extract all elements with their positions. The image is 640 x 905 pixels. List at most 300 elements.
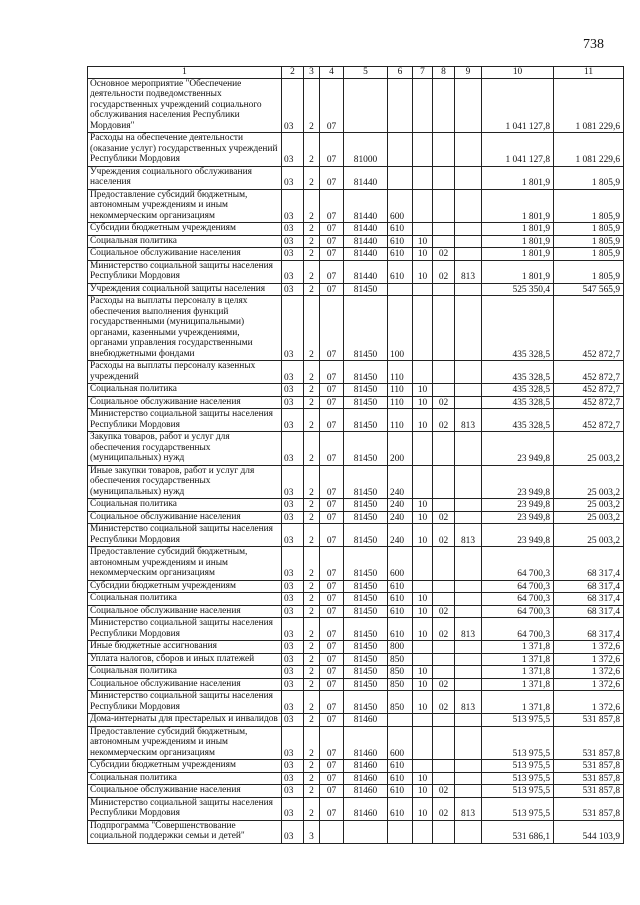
- code-cell: [388, 78, 413, 133]
- code-cell: 81450: [344, 653, 388, 666]
- row-name-cell: Социальная политика: [88, 772, 282, 785]
- table-row: [88, 499, 624, 512]
- code-cell: [413, 296, 433, 361]
- code-cell: 10: [413, 605, 433, 618]
- amount-cell: 452 872,7: [554, 396, 624, 409]
- code-cell: [433, 726, 455, 760]
- amount-cell: 452 872,7: [554, 384, 624, 397]
- code-cell: 03: [282, 691, 304, 714]
- code-cell: 2: [304, 223, 320, 236]
- code-cell: 110: [388, 384, 413, 397]
- code-cell: [413, 361, 433, 384]
- amount-cell: 23 949,8: [482, 499, 554, 512]
- code-cell: [455, 384, 482, 397]
- code-cell: 07: [320, 678, 344, 691]
- code-cell: [455, 511, 482, 524]
- table-row: [88, 283, 624, 296]
- table-row: [88, 714, 624, 727]
- code-cell: 2: [304, 772, 320, 785]
- code-cell: 3: [304, 820, 320, 843]
- code-cell: [433, 465, 455, 499]
- code-cell: 10: [413, 384, 433, 397]
- table-row: [88, 384, 624, 397]
- code-cell: [455, 580, 482, 593]
- code-cell: 81450: [344, 618, 388, 641]
- code-cell: 03: [282, 189, 304, 223]
- code-cell: 03: [282, 547, 304, 581]
- code-cell: 07: [320, 133, 344, 167]
- amount-cell: 1 801,9: [482, 166, 554, 189]
- amount-cell: 1 801,9: [482, 248, 554, 261]
- code-cell: [433, 296, 455, 361]
- code-cell: 07: [320, 714, 344, 727]
- code-cell: 850: [388, 666, 413, 679]
- table-row: [88, 189, 624, 223]
- amount-cell: 547 565,9: [554, 283, 624, 296]
- code-cell: 10: [413, 235, 433, 248]
- code-cell: 81450: [344, 524, 388, 547]
- code-cell: 07: [320, 524, 344, 547]
- code-cell: [413, 166, 433, 189]
- amount-cell: 25 003,2: [554, 524, 624, 547]
- amount-cell: 544 103,9: [554, 820, 624, 843]
- code-cell: 07: [320, 691, 344, 714]
- code-cell: [455, 653, 482, 666]
- code-cell: [433, 166, 455, 189]
- code-cell: 610: [388, 580, 413, 593]
- amount-cell: 1 371,8: [482, 653, 554, 666]
- code-cell: 07: [320, 772, 344, 785]
- row-name-cell: Иные закупки товаров, работ и услуг для обеспечения государственных (муниципальных) нужд: [88, 465, 282, 499]
- row-name-cell: Подпрограмма "Совершенствование социальной поддержки семьи и детей": [88, 820, 282, 843]
- code-cell: [433, 641, 455, 654]
- code-cell: [413, 653, 433, 666]
- code-cell: [413, 547, 433, 581]
- column-header: 10: [482, 67, 554, 79]
- row-name-cell: Субсидии бюджетным учреждениям: [88, 760, 282, 773]
- amount-cell: 452 872,7: [554, 296, 624, 361]
- row-name-cell: Предоставление субсидий бюджетным, автономным учреждениям и иным некоммерческим организациям: [88, 726, 282, 760]
- table-row: [88, 580, 624, 593]
- code-cell: [344, 78, 388, 133]
- amount-cell: 531 857,8: [554, 785, 624, 798]
- code-cell: 2: [304, 580, 320, 593]
- code-cell: 81440: [344, 166, 388, 189]
- amount-cell: 1 372,6: [554, 653, 624, 666]
- amount-cell: 1 371,8: [482, 641, 554, 654]
- code-cell: 610: [388, 593, 413, 606]
- code-cell: 81460: [344, 714, 388, 727]
- code-cell: 600: [388, 189, 413, 223]
- amount-cell: 25 003,2: [554, 511, 624, 524]
- code-cell: [433, 547, 455, 581]
- amount-cell: 1 371,8: [482, 691, 554, 714]
- row-name-cell: Социальное обслуживание населения: [88, 511, 282, 524]
- code-cell: 02: [433, 618, 455, 641]
- code-cell: [455, 547, 482, 581]
- code-cell: [433, 133, 455, 167]
- row-name-cell: Социальное обслуживание населения: [88, 396, 282, 409]
- code-cell: [455, 714, 482, 727]
- code-cell: 850: [388, 678, 413, 691]
- code-cell: 10: [413, 593, 433, 606]
- code-cell: 07: [320, 653, 344, 666]
- code-cell: 81450: [344, 432, 388, 466]
- amount-cell: 68 317,4: [554, 593, 624, 606]
- code-cell: [433, 223, 455, 236]
- column-header: 7: [413, 67, 433, 79]
- code-cell: [413, 283, 433, 296]
- code-cell: 02: [433, 797, 455, 820]
- code-cell: 03: [282, 409, 304, 432]
- code-cell: 81450: [344, 283, 388, 296]
- code-cell: 10: [413, 248, 433, 261]
- code-cell: 813: [455, 618, 482, 641]
- table-row: [88, 511, 624, 524]
- code-cell: [455, 678, 482, 691]
- code-cell: 2: [304, 189, 320, 223]
- amount-cell: 435 328,5: [482, 409, 554, 432]
- code-cell: [433, 593, 455, 606]
- table-row: [88, 223, 624, 236]
- code-cell: 81460: [344, 785, 388, 798]
- code-cell: 813: [455, 691, 482, 714]
- code-cell: 07: [320, 248, 344, 261]
- amount-cell: 1 801,9: [482, 260, 554, 283]
- code-cell: 813: [455, 797, 482, 820]
- code-cell: 813: [455, 524, 482, 547]
- code-cell: 81440: [344, 223, 388, 236]
- amount-cell: 1 801,9: [482, 235, 554, 248]
- table-row: [88, 396, 624, 409]
- code-cell: 2: [304, 524, 320, 547]
- code-cell: 07: [320, 396, 344, 409]
- code-cell: [455, 760, 482, 773]
- amount-cell: 531 857,8: [554, 760, 624, 773]
- code-cell: 110: [388, 396, 413, 409]
- code-cell: 07: [320, 296, 344, 361]
- table-row: [88, 760, 624, 773]
- code-cell: 81450: [344, 580, 388, 593]
- code-cell: 02: [433, 785, 455, 798]
- row-name-cell: Социальная политика: [88, 384, 282, 397]
- table-row: [88, 524, 624, 547]
- code-cell: [413, 465, 433, 499]
- amount-cell: 1 801,9: [482, 223, 554, 236]
- code-cell: [455, 499, 482, 512]
- code-cell: 800: [388, 641, 413, 654]
- code-cell: [455, 166, 482, 189]
- row-name-cell: Социальная политика: [88, 666, 282, 679]
- amount-cell: 452 872,7: [554, 409, 624, 432]
- code-cell: 07: [320, 593, 344, 606]
- code-cell: 07: [320, 726, 344, 760]
- row-name-cell: Министерство социальной защиты населения Республики Мордовия: [88, 691, 282, 714]
- code-cell: 07: [320, 465, 344, 499]
- code-cell: 10: [413, 785, 433, 798]
- amount-cell: 1 371,8: [482, 666, 554, 679]
- code-cell: 600: [388, 547, 413, 581]
- code-cell: [455, 78, 482, 133]
- amount-cell: 531 857,8: [554, 714, 624, 727]
- code-cell: [433, 384, 455, 397]
- row-name-cell: Субсидии бюджетным учреждениям: [88, 580, 282, 593]
- amount-cell: 23 949,8: [482, 524, 554, 547]
- code-cell: 10: [413, 511, 433, 524]
- code-cell: 03: [282, 580, 304, 593]
- code-cell: 2: [304, 593, 320, 606]
- code-cell: 03: [282, 166, 304, 189]
- code-cell: [413, 760, 433, 773]
- code-cell: 610: [388, 248, 413, 261]
- code-cell: [455, 593, 482, 606]
- code-cell: 610: [388, 605, 413, 618]
- code-cell: [455, 223, 482, 236]
- code-cell: 07: [320, 641, 344, 654]
- code-cell: 110: [388, 361, 413, 384]
- code-cell: 03: [282, 618, 304, 641]
- row-name-cell: Социальное обслуживание населения: [88, 678, 282, 691]
- code-cell: 03: [282, 78, 304, 133]
- code-cell: [413, 223, 433, 236]
- code-cell: 81450: [344, 409, 388, 432]
- code-cell: [413, 726, 433, 760]
- table-row: [88, 772, 624, 785]
- code-cell: 07: [320, 166, 344, 189]
- code-cell: [413, 714, 433, 727]
- amount-cell: 1 372,6: [554, 641, 624, 654]
- code-cell: 610: [388, 618, 413, 641]
- amount-cell: 25 003,2: [554, 432, 624, 466]
- row-name-cell: Министерство социальной защиты населения Республики Мордовия: [88, 260, 282, 283]
- table-row: [88, 547, 624, 581]
- code-cell: 07: [320, 189, 344, 223]
- code-cell: 03: [282, 296, 304, 361]
- code-cell: 2: [304, 785, 320, 798]
- table-row: [88, 465, 624, 499]
- table-row: [88, 166, 624, 189]
- code-cell: 10: [413, 524, 433, 547]
- row-name-cell: Расходы на обеспечение деятельности (оказание услуг) государственных учреждений Республики Мордовия: [88, 133, 282, 167]
- code-cell: 610: [388, 223, 413, 236]
- code-cell: 03: [282, 785, 304, 798]
- code-cell: 81460: [344, 726, 388, 760]
- column-header: 9: [455, 67, 482, 79]
- code-cell: 10: [413, 499, 433, 512]
- row-name-cell: Министерство социальной защиты населения Республики Мордовия: [88, 524, 282, 547]
- amount-cell: 513 975,5: [482, 726, 554, 760]
- code-cell: 240: [388, 524, 413, 547]
- code-cell: 03: [282, 396, 304, 409]
- row-name-cell: Основное мероприятие "Обеспечение деятельности подведомственных государственных учреждений социального обслуживания населения Республики Мордовия": [88, 78, 282, 133]
- table-row: [88, 618, 624, 641]
- table-row: [88, 666, 624, 679]
- code-cell: [413, 820, 433, 843]
- budget-table: [87, 66, 624, 844]
- table-row: [88, 296, 624, 361]
- table-row: [88, 260, 624, 283]
- code-cell: 02: [433, 524, 455, 547]
- code-cell: [455, 133, 482, 167]
- code-cell: [344, 820, 388, 843]
- code-cell: 03: [282, 361, 304, 384]
- amount-cell: 64 700,3: [482, 605, 554, 618]
- code-cell: [455, 432, 482, 466]
- page-number: 738: [583, 37, 604, 52]
- amount-cell: 435 328,5: [482, 361, 554, 384]
- code-cell: 2: [304, 726, 320, 760]
- code-cell: 2: [304, 432, 320, 466]
- code-cell: [433, 714, 455, 727]
- table-row: [88, 248, 624, 261]
- amount-cell: 1 041 127,8: [482, 78, 554, 133]
- code-cell: [433, 666, 455, 679]
- amount-cell: 1 372,6: [554, 666, 624, 679]
- code-cell: 813: [455, 409, 482, 432]
- code-cell: [455, 726, 482, 760]
- code-cell: 07: [320, 409, 344, 432]
- table-row: [88, 820, 624, 843]
- code-cell: 81460: [344, 760, 388, 773]
- row-name-cell: Социальная политика: [88, 593, 282, 606]
- code-cell: 07: [320, 235, 344, 248]
- code-cell: [433, 189, 455, 223]
- code-cell: [433, 760, 455, 773]
- code-cell: 03: [282, 260, 304, 283]
- code-cell: [455, 235, 482, 248]
- code-cell: 10: [413, 678, 433, 691]
- code-cell: 2: [304, 260, 320, 283]
- code-cell: 81440: [344, 189, 388, 223]
- amount-cell: 68 317,4: [554, 605, 624, 618]
- code-cell: 2: [304, 248, 320, 261]
- code-cell: 610: [388, 797, 413, 820]
- amount-cell: 531 686,1: [482, 820, 554, 843]
- column-header: 11: [554, 67, 624, 79]
- code-cell: 81450: [344, 593, 388, 606]
- code-cell: 07: [320, 618, 344, 641]
- code-cell: 81460: [344, 772, 388, 785]
- table-row: [88, 593, 624, 606]
- code-cell: 100: [388, 296, 413, 361]
- row-name-cell: Социальное обслуживание населения: [88, 248, 282, 261]
- table-row: [88, 235, 624, 248]
- amount-cell: 25 003,2: [554, 465, 624, 499]
- code-cell: 81440: [344, 260, 388, 283]
- table-row: [88, 678, 624, 691]
- code-cell: 110: [388, 409, 413, 432]
- code-cell: [433, 772, 455, 785]
- code-cell: 2: [304, 678, 320, 691]
- code-cell: [413, 189, 433, 223]
- code-cell: 2: [304, 618, 320, 641]
- column-header: 3: [304, 67, 320, 79]
- table-row: [88, 641, 624, 654]
- code-cell: 02: [433, 396, 455, 409]
- code-cell: 813: [455, 260, 482, 283]
- code-cell: 03: [282, 605, 304, 618]
- code-cell: 03: [282, 666, 304, 679]
- amount-cell: 452 872,7: [554, 361, 624, 384]
- table-row: [88, 409, 624, 432]
- amount-cell: 25 003,2: [554, 499, 624, 512]
- code-cell: 03: [282, 760, 304, 773]
- code-cell: [455, 396, 482, 409]
- code-cell: 2: [304, 409, 320, 432]
- code-cell: 02: [433, 409, 455, 432]
- amount-cell: 525 350,4: [482, 283, 554, 296]
- code-cell: 850: [388, 653, 413, 666]
- row-name-cell: Расходы на выплаты персоналу казенных учреждений: [88, 361, 282, 384]
- code-cell: [455, 248, 482, 261]
- amount-cell: 68 317,4: [554, 580, 624, 593]
- column-header: 8: [433, 67, 455, 79]
- amount-cell: 513 975,5: [482, 772, 554, 785]
- amount-cell: 1 371,8: [482, 678, 554, 691]
- code-cell: [413, 133, 433, 167]
- code-cell: [433, 283, 455, 296]
- amount-cell: 23 949,8: [482, 432, 554, 466]
- code-cell: 03: [282, 465, 304, 499]
- column-header: 5: [344, 67, 388, 79]
- code-cell: 03: [282, 714, 304, 727]
- amount-cell: 1 805,9: [554, 260, 624, 283]
- code-cell: [433, 78, 455, 133]
- table-row: [88, 726, 624, 760]
- code-cell: 03: [282, 511, 304, 524]
- amount-cell: 64 700,3: [482, 593, 554, 606]
- code-cell: 07: [320, 499, 344, 512]
- code-cell: [413, 580, 433, 593]
- amount-cell: 68 317,4: [554, 547, 624, 581]
- code-cell: 81460: [344, 797, 388, 820]
- code-cell: 240: [388, 511, 413, 524]
- code-cell: 10: [413, 396, 433, 409]
- code-cell: [455, 772, 482, 785]
- code-cell: 81450: [344, 396, 388, 409]
- code-cell: [455, 820, 482, 843]
- code-cell: [433, 361, 455, 384]
- code-cell: 2: [304, 166, 320, 189]
- code-cell: 10: [413, 666, 433, 679]
- table-row: [88, 78, 624, 133]
- code-cell: 07: [320, 666, 344, 679]
- code-cell: [455, 666, 482, 679]
- code-cell: 10: [413, 409, 433, 432]
- code-cell: 610: [388, 760, 413, 773]
- code-cell: 610: [388, 235, 413, 248]
- code-cell: 07: [320, 260, 344, 283]
- table-row: [88, 653, 624, 666]
- code-cell: [320, 820, 344, 843]
- code-cell: 200: [388, 432, 413, 466]
- code-cell: 07: [320, 760, 344, 773]
- code-cell: 81440: [344, 248, 388, 261]
- code-cell: 240: [388, 465, 413, 499]
- amount-cell: 64 700,3: [482, 618, 554, 641]
- amount-cell: 531 857,8: [554, 726, 624, 760]
- code-cell: 07: [320, 283, 344, 296]
- code-cell: 07: [320, 361, 344, 384]
- code-cell: 10: [413, 260, 433, 283]
- code-cell: [388, 133, 413, 167]
- code-cell: [455, 641, 482, 654]
- code-cell: 81450: [344, 361, 388, 384]
- amount-cell: 1 805,9: [554, 248, 624, 261]
- code-cell: 07: [320, 511, 344, 524]
- row-name-cell: Министерство социальной защиты населения Республики Мордовия: [88, 409, 282, 432]
- row-name-cell: Министерство социальной защиты населения Республики Мордовия: [88, 618, 282, 641]
